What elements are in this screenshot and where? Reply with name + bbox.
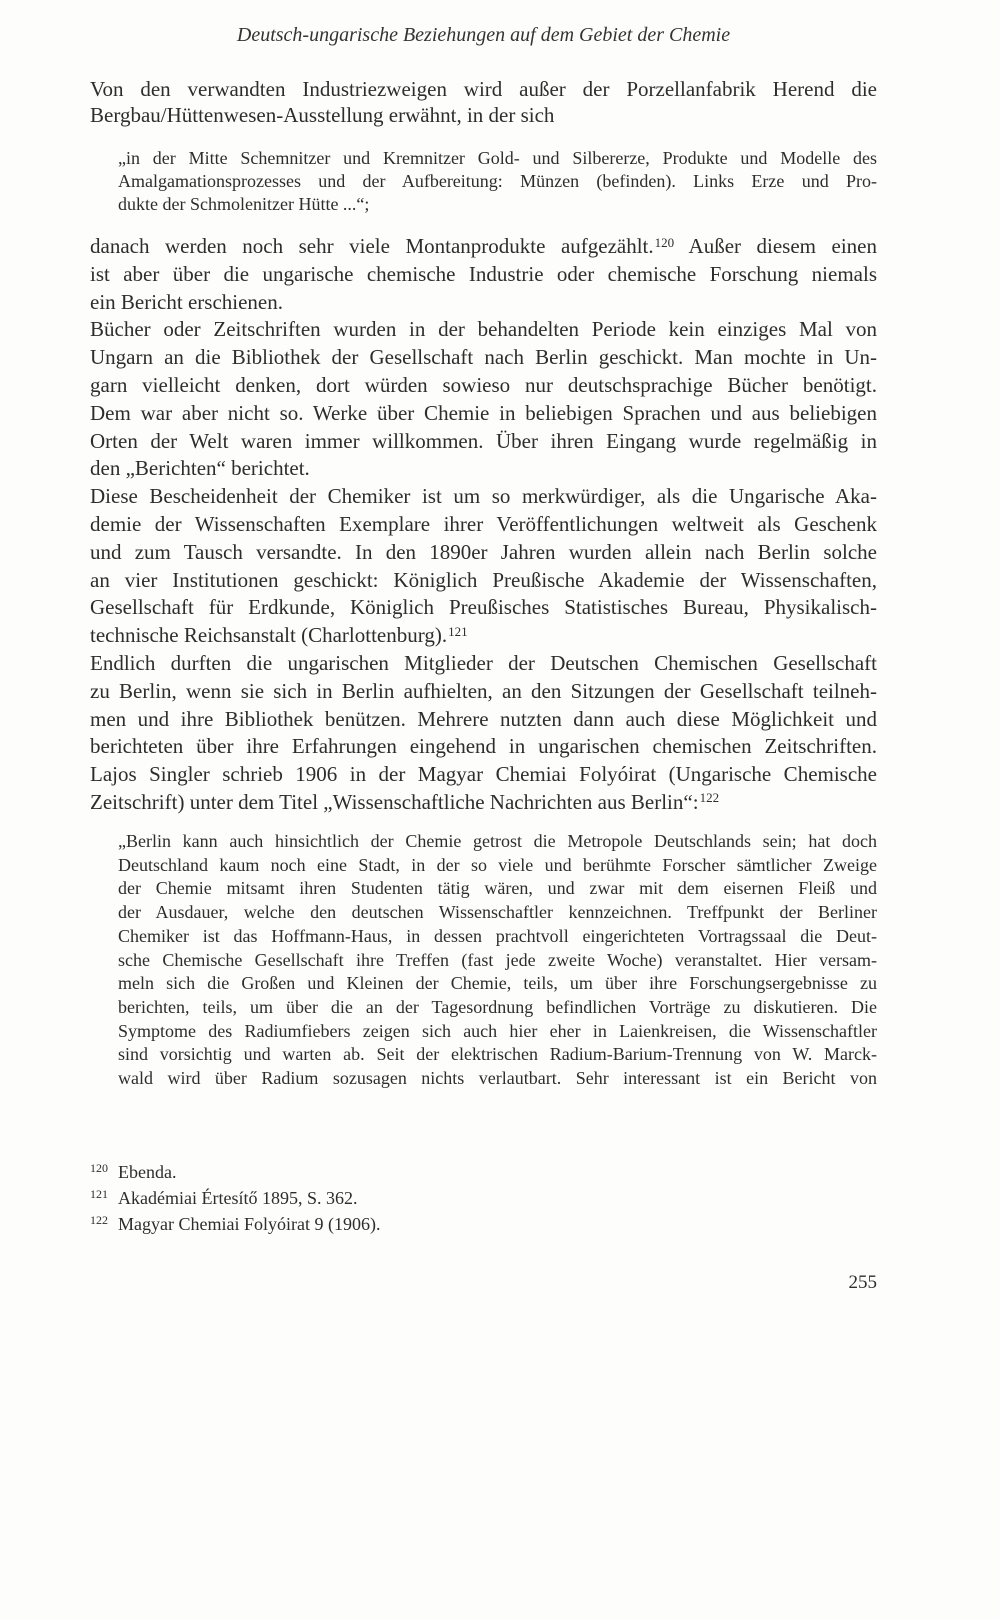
text-line: demie der Wissenschaften Exemplare ihrer Veröffentlichungen weltweit als Geschenk — [90, 511, 877, 536]
footnote — [90, 1186, 877, 1212]
footnote-number: 121 — [90, 1187, 108, 1201]
quote-line: der Chemie mitsamt ihren Studenten tätig wären, und zwar mit dem eisernen Fleiß und — [118, 878, 877, 899]
footnote-reference: 121 — [448, 623, 468, 639]
text-line: Bergbau/Hüttenwesen-Ausstellung erwähnt, in der sich — [90, 103, 555, 127]
text-line: an vier Institutionen geschickt: Königlich Preußische Akademie der Wissenschaften, — [90, 567, 877, 592]
text-line: Von den verwandten Industriezweigen wird außer der Porzellanfabrik Herend die — [90, 77, 877, 101]
quote-line: Deutschland kaum noch eine Stadt, in der so viele und berühmte Forscher sämtlicher Zweige — [118, 854, 877, 875]
text-line: Lajos Singler schrieb 1906 in der Magyar Chemiai Folyóirat (Ungarische Chemische — [90, 762, 877, 787]
footnote-text: Ebenda. — [118, 1162, 177, 1182]
block-quote — [118, 147, 877, 216]
quote-line: berichten, teils, um über die an der Tagesordnung befindlichen Vorträge zu diskutieren. Die — [118, 996, 877, 1017]
footnote — [90, 1160, 877, 1186]
text-line: zu Berlin, wenn sie sich in Berlin aufhielten, an den Sitzungen der Gesellschaft teilneh- — [90, 678, 877, 703]
block-quote — [118, 830, 877, 1091]
text-segment: technische Reichsanstalt (Charlottenburg). — [90, 623, 448, 648]
text-line: garn vielleicht denken, dort würden sowieso nur deutschsprachige Bücher benötigt. — [90, 372, 877, 397]
body-text — [90, 233, 877, 817]
text-line: Endlich durften die ungarischen Mitglieder der Deutschen Chemischen Gesellschaft — [90, 650, 877, 675]
paragraph — [90, 76, 877, 128]
quote-line: sind vorsichtig und warten ab. Seit der elektrischen Radium-Barium-Trennung von W. Marck- — [118, 1044, 877, 1065]
quote-line: „in der Mitte Schemnitzer und Kremnitzer Gold- und Silbererze, Produkte und Modelle des — [118, 148, 877, 168]
text-line: Diese Bescheidenheit der Chemiker ist um so merkwürdiger, als die Ungarische Aka- — [90, 484, 877, 509]
text-line: und zum Tausch versandte. In den 1890er Jahren wurden allein nach Berlin solche — [90, 539, 877, 564]
footnote-text: Akadémiai Értesítő 1895, S. 362. — [118, 1188, 358, 1208]
text-line — [90, 233, 877, 261]
text-segment: danach werden noch sehr viele Montanprodukte aufgezählt. — [90, 234, 654, 258]
running-head: Deutsch-ungarische Beziehungen auf dem Gebiet der Chemie — [236, 24, 731, 46]
quote-line: sche Chemische Gesellschaft ihre Treffen (fast jede zweite Woche) veranstaltet. Hier versam- — [118, 949, 877, 970]
footnote-number: 122 — [90, 1213, 108, 1227]
text-segment: Zeitschrift) unter dem Titel „Wissenschaftliche Nachrichten aus Berlin“: — [90, 789, 699, 814]
quote-line: dukte der Schmolenitzer Hütte ...“; — [118, 194, 370, 214]
footnote-text: Magyar Chemiai Folyóirat 9 (1906). — [118, 1214, 381, 1234]
quote-line: „Berlin kann auch hinsichtlich der Chemie getrost die Metropole Deutschlands sein; hat doch — [118, 831, 877, 851]
quote-line: Amalgamationsprozesses und der Aufbereitung: Münzen (befinden). Links Erze und Pro- — [118, 171, 877, 191]
text-line: berichteten über ihre Erfahrungen eingehend in ungarischen chemischen Zeitschriften. — [90, 734, 877, 759]
quote-line: der Ausdauer, welche den deutschen Wissenschaftler kennzeichnen. Treffpunkt der Berliner — [118, 902, 877, 923]
quote-line: Symptome des Radiumfiebers zeigen sich auch hier eher in Laienkreisen, die Wissenschaftler — [118, 1020, 877, 1041]
footnotes — [90, 1160, 877, 1238]
text-line: den „Berichten“ berichtet. — [90, 456, 310, 481]
text-line: Dem war aber nicht so. Werke über Chemie in beliebigen Sprachen und aus beliebigen — [90, 400, 877, 425]
text-segment: Außer diesem einen — [674, 234, 877, 258]
quote-line: Chemiker ist das Hoffmann-Haus, in dessen prachtvoll eingerichteten Vortragssaal die Deut- — [118, 925, 877, 946]
footnote — [90, 1212, 877, 1238]
text-line: ist aber über die ungarische chemische Industrie oder chemische Forschung niemals — [90, 261, 877, 286]
text-line: men und ihre Bibliothek benützen. Mehrere nutzten dann auch diese Möglichkeit und — [90, 706, 877, 731]
quote-line: wald wird über Radium sozusagen nichts verlautbart. Sehr interessant ist ein Bericht von — [118, 1068, 877, 1089]
text-line — [90, 622, 877, 650]
text-line: Orten der Welt waren immer willkommen. Über ihren Eingang wurde regelmäßig in — [90, 428, 877, 453]
text-line: Ungarn an die Bibliothek der Gesellschaft nach Berlin geschickt. Man mochte in Un- — [90, 345, 877, 370]
page-number: 255 — [848, 1272, 877, 1293]
text-line: Bücher oder Zeitschriften wurden in der behandelten Periode kein einziges Mal von — [90, 317, 877, 342]
footnote-number: 120 — [90, 1161, 108, 1175]
footnote-reference: 120 — [654, 234, 675, 250]
footnote-reference: 122 — [699, 790, 720, 806]
text-line — [90, 789, 877, 817]
paragraph — [90, 233, 877, 316]
text-line: ein Bericht erschienen. — [90, 289, 283, 314]
paragraph — [90, 650, 877, 817]
paragraph — [90, 316, 877, 483]
quote-line: meln sich die Großen und Kleinen der Chemie, teils, um über ihre Forschungsergebnisse zu — [118, 973, 877, 994]
paragraph — [90, 483, 877, 650]
text-line: Gesellschaft für Erdkunde, Königlich Preußisches Statistisches Bureau, Physikalisch- — [90, 595, 877, 620]
